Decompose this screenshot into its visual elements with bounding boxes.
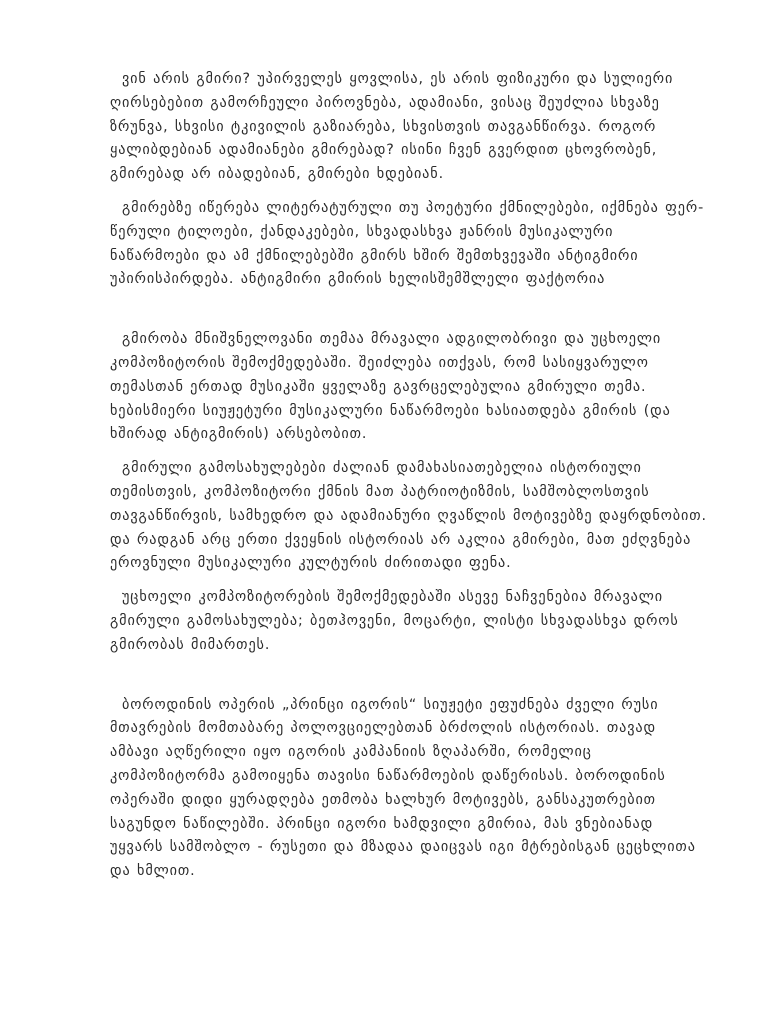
paragraph: ვინ არის გმირი? უპირველეს ყოვლისა, ეს არის ფიზიკური და სულიერი ღირსებებით გამორჩეული პიროვნება, ადამიანი, ვისაც შეუძლია სხვაზე ზრუნვა, სხვისი ტკივილის გაზიარება, სხვისთვის თავგანწირვა. როგორ ყალიბდებიან ადამიანები გმირებად? ისინი ჩვენ გვერდით ცხოვრობენ, გმირებად არ იბადებიან, გმირები ხდებიან. (110, 71, 674, 183)
section-heroism-in-music (110, 328, 708, 657)
paragraph: ბოროდინის ოპერის „პრინცი იგორის“ სიუჟეტი ეფუძნება ძველი რუსი მთავრების მომთაბარე პოლოვციელებთან ბრძოლის ისტორიას. თავად ამბავი აღწერილი იყო იგორის კამპანიის ზღაპარში, რომელიც კომპოზიტორმა გამოიყენა თავისი ნაწარმოების დაწერისას. ბოროდინის ოპერაში დიდი ყურადღება ეთმობა ხალხურ მოტივებს, განსაკუთრებით საგუნდო ნაწილებში. პრინცი იგორი ხამდვილი გმირია, მას ვნებიანად უყვარს სამშობლო - რუსეთი და მზადაა დაიცვას იგი მტრებისგან ცეცხლითა და ხმლით. (110, 696, 696, 880)
section-prince-igor (110, 694, 708, 884)
paragraph: გმირული გამოსახულებები ძალიან დამახასიათებელია ისტორიული თემისთვის, კომპოზიტორი ქმნის მათ პატრიოტიზმის, სამშობლოსთვის თავგანწირვის, სამხედრო და ადამიანური ღვაწლის მოტივებზე დაყრდნობით. და რადგან არც ერთი ქვეყნის ისტორიას არ აკლია გმირები, მათ ეძღვნება ეროვნული მუსიკალური კულტურის ძირითადი ფენა. (110, 460, 707, 572)
section-heroism-definition (110, 68, 708, 292)
paragraph: გმირებზე იწერება ლიტერატურული თუ პოეტური ქმნილებები, იქმნება ფერ- წერული ტილოები, ქანდაკებები, სხვადასხვა ჟანრის მუსიკალური ნაწარმოები და ამ ქმნილებებში გმირს ხშირ შემთხვევაში ანტიგმირი უპირისპირდება. ანტიგმირი გმირის ხელისშემშლელი ფაქტორია (110, 199, 705, 288)
paragraph: უცხოელი კომპოზიტორების შემოქმედებაში ასევე ნაჩვენებია მრავალი გმირული გამოსახულება; ბეთჰოვენი, მოცარტი, ლისტი სხვადასხვა დროს გმირობას მიმართეს. (110, 589, 679, 653)
paragraph: გმირობა მნიშვნელოვანი თემაა მრავალი ადგილობრივი და უცხოელი კომპოზიტორის შემოქმედებაში. შეიძლება ითქვას, რომ სასიყვარულო თემასთან ერთად მუსიკაში ყველაზე გავრცელებულია გმირული თემა. ხებისმიერი სიუჟეტური მუსიკალური ნაწარმოები ხასიათდება გმირის (და ხშირად ანტიგმირის) არსებობით. (110, 331, 671, 443)
